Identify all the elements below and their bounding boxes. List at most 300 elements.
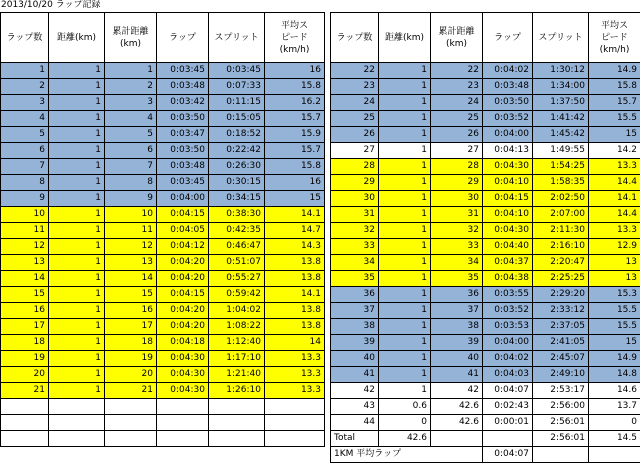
- table-cell: 1: [379, 287, 431, 303]
- table-row: [331, 63, 640, 79]
- table-cell: 0:04:20: [157, 319, 209, 335]
- table-cell: 2:07:00: [533, 207, 589, 223]
- table-cell: 9: [105, 191, 157, 207]
- table-row: [331, 191, 640, 207]
- table-cell: 15: [589, 127, 640, 143]
- table-cell: 1:08:22: [209, 319, 265, 335]
- table-cell: 42.6: [379, 431, 431, 447]
- table-cell: 39: [331, 335, 379, 351]
- table-cell: 1:12:40: [209, 335, 265, 351]
- table-row: [331, 79, 640, 95]
- table-row: [331, 303, 640, 319]
- column-header: ラップ: [483, 13, 533, 63]
- table-cell: 41: [331, 367, 379, 383]
- table-row: [1, 303, 325, 319]
- table-cell: 16: [1, 303, 49, 319]
- table-cell: 11: [1, 223, 49, 239]
- table-cell: 22: [431, 63, 483, 79]
- table-cell: 1: [379, 111, 431, 127]
- table-row: [1, 367, 325, 383]
- table-cell: 0:03:52: [483, 303, 533, 319]
- table-cell: 27: [431, 143, 483, 159]
- table-cell: 43: [331, 399, 379, 415]
- table-row: [1, 239, 325, 255]
- table-cell: 13.3: [589, 159, 640, 175]
- table-cell: 0:04:15: [157, 207, 209, 223]
- table-cell: 0:38:30: [209, 207, 265, 223]
- table-cell: 16: [265, 175, 325, 191]
- table-cell: 15: [1, 287, 49, 303]
- table-cell: 13.3: [589, 223, 640, 239]
- table-cell: 1: [49, 351, 105, 367]
- table-row: [331, 447, 640, 463]
- table-cell: [49, 399, 105, 415]
- table-cell: 19: [1, 351, 49, 367]
- table-cell: 2:33:12: [533, 303, 589, 319]
- table-cell: 2:53:17: [533, 383, 589, 399]
- table-cell: 0:04:30: [483, 159, 533, 175]
- table-cell: 14: [105, 271, 157, 287]
- table-cell: 42.6: [431, 415, 483, 431]
- table-cell: 14.4: [589, 175, 640, 191]
- table-cell: 1: [49, 159, 105, 175]
- table-cell: 0:04:20: [157, 303, 209, 319]
- table-cell: 25: [331, 111, 379, 127]
- table-cell: 33: [431, 239, 483, 255]
- table-cell: [1, 415, 49, 431]
- table-cell: 1:58:35: [533, 175, 589, 191]
- table-cell: 42: [331, 383, 379, 399]
- table-cell: [49, 415, 105, 431]
- table-cell: 28: [331, 159, 379, 175]
- table-cell: 8: [105, 175, 157, 191]
- table-row: [1, 95, 325, 111]
- table-cell: 15: [589, 335, 640, 351]
- table-cell: 15.7: [265, 143, 325, 159]
- table-cell: 5: [105, 127, 157, 143]
- table-cell: 30: [431, 191, 483, 207]
- lap-table-right: [330, 12, 640, 463]
- table-row: [1, 63, 325, 79]
- table-cell: 0:04:07: [483, 383, 533, 399]
- table-cell: 16: [265, 63, 325, 79]
- table-cell: 39: [431, 335, 483, 351]
- table-cell: 1: [379, 271, 431, 287]
- table-cell: 1: [49, 127, 105, 143]
- table-cell: 1:41:42: [533, 111, 589, 127]
- table-cell: 14.2: [589, 143, 640, 159]
- table-cell: 0:04:15: [483, 191, 533, 207]
- table-cell: 0:59:42: [209, 287, 265, 303]
- table-cell: 14.6: [589, 383, 640, 399]
- table-cell: 14.9: [589, 63, 640, 79]
- table-cell: 22: [331, 63, 379, 79]
- table-cell: 0:03:45: [209, 63, 265, 79]
- table-cell: [589, 447, 640, 463]
- table-cell: 15.5: [589, 111, 640, 127]
- table-cell: 1: [49, 255, 105, 271]
- table-cell: 37: [431, 303, 483, 319]
- table-cell: 1: [49, 271, 105, 287]
- column-header: 平均ス ピード (km/h): [589, 13, 640, 63]
- table-row: [1, 223, 325, 239]
- table-cell: 2:02:50: [533, 191, 589, 207]
- table-cell: 19: [105, 351, 157, 367]
- table-cell: [209, 415, 265, 431]
- table-cell: 2:45:07: [533, 351, 589, 367]
- table-cell: 0:03:48: [157, 79, 209, 95]
- table-cell: 44: [331, 415, 379, 431]
- table-cell: 0:04:20: [157, 255, 209, 271]
- table-cell: 2:49:10: [533, 367, 589, 383]
- table-cell: 1: [379, 191, 431, 207]
- table-cell: 36: [431, 287, 483, 303]
- table-row: [1, 207, 325, 223]
- table-cell: 1: [379, 367, 431, 383]
- table-cell: 3: [1, 95, 49, 111]
- table-cell: 4: [1, 111, 49, 127]
- column-header: 平均ス ピード (km/h): [265, 13, 325, 63]
- table-cell: 13: [105, 255, 157, 271]
- table-cell: 1: [1, 63, 49, 79]
- table-cell: 1: [379, 127, 431, 143]
- table-row: [331, 207, 640, 223]
- table-cell: 14.1: [265, 207, 325, 223]
- header-row: [1, 13, 325, 63]
- table-cell: 37: [331, 303, 379, 319]
- table-row: [331, 143, 640, 159]
- table-cell: 0:46:47: [209, 239, 265, 255]
- table-cell: 28: [431, 159, 483, 175]
- table-row: [331, 287, 640, 303]
- table-cell: 0:04:40: [483, 239, 533, 255]
- table-cell: 18: [1, 335, 49, 351]
- table-cell: 14.3: [265, 239, 325, 255]
- table-cell: 1: [49, 175, 105, 191]
- table-row: [1, 255, 325, 271]
- table-cell: 1: [49, 239, 105, 255]
- table-cell: 0:02:43: [483, 399, 533, 415]
- table-cell: 13.3: [265, 367, 325, 383]
- table-row: [331, 415, 640, 431]
- table-cell: 20: [105, 367, 157, 383]
- table-cell: 16: [105, 303, 157, 319]
- table-cell: 0:07:33: [209, 79, 265, 95]
- table-cell: [265, 399, 325, 415]
- table-cell: 13.3: [265, 383, 325, 399]
- table-cell: 1: [49, 367, 105, 383]
- table-row: [331, 383, 640, 399]
- table-cell: 0:51:07: [209, 255, 265, 271]
- table-cell: 0:03:42: [157, 95, 209, 111]
- table-cell: 0:04:15: [157, 287, 209, 303]
- column-header: 距離(km): [49, 13, 105, 63]
- table-row: [331, 399, 640, 415]
- table-cell: 14.7: [265, 223, 325, 239]
- table-cell: 15: [265, 191, 325, 207]
- table-cell: 8: [1, 175, 49, 191]
- table-cell: [157, 399, 209, 415]
- table-cell: 1:34:00: [533, 79, 589, 95]
- table-cell: 1: [379, 63, 431, 79]
- table-row: [1, 383, 325, 399]
- table-row: [331, 271, 640, 287]
- table-cell: 1: [49, 319, 105, 335]
- table-cell: 10: [105, 207, 157, 223]
- table-cell: 15.3: [589, 287, 640, 303]
- table-cell: 15.9: [265, 127, 325, 143]
- table-cell: 14.1: [265, 287, 325, 303]
- table-row: [1, 79, 325, 95]
- table-cell: 0: [589, 415, 640, 431]
- table-cell: 14.5: [589, 431, 640, 447]
- table-cell: 18: [105, 335, 157, 351]
- table-cell: 36: [331, 287, 379, 303]
- table-cell: 0.6: [379, 399, 431, 415]
- table-cell: 7: [1, 159, 49, 175]
- table-cell: 35: [431, 271, 483, 287]
- table-cell: 5: [1, 127, 49, 143]
- table-row: [331, 319, 640, 335]
- table-cell: 0:00:01: [483, 415, 533, 431]
- table-cell: 38: [431, 319, 483, 335]
- table-cell: 1:26:10: [209, 383, 265, 399]
- table-cell: 26: [331, 127, 379, 143]
- table-cell: 0:04:05: [157, 223, 209, 239]
- table-cell: Total: [331, 431, 379, 447]
- table-cell: 40: [431, 351, 483, 367]
- table-cell: 0:04:00: [157, 191, 209, 207]
- table-cell: 0:04:10: [483, 207, 533, 223]
- table-row: [331, 223, 640, 239]
- table-cell: 17: [105, 319, 157, 335]
- table-cell: 1: [379, 239, 431, 255]
- left-table-body: [1, 63, 325, 447]
- table-cell: [209, 399, 265, 415]
- table-cell: 0:04:02: [483, 63, 533, 79]
- table-cell: 1: [49, 335, 105, 351]
- table-cell: 0:15:05: [209, 111, 265, 127]
- table-cell: 6: [1, 143, 49, 159]
- table-cell: 29: [331, 175, 379, 191]
- table-cell: 4: [105, 111, 157, 127]
- table-cell: 1: [49, 223, 105, 239]
- table-cell: 13.8: [265, 255, 325, 271]
- table-cell: 1: [379, 255, 431, 271]
- table-cell: 1:30:12: [533, 63, 589, 79]
- table-cell: 26: [431, 127, 483, 143]
- table-cell: 1:49:55: [533, 143, 589, 159]
- table-cell: 0:04:13: [483, 143, 533, 159]
- table-cell: 1: [49, 207, 105, 223]
- table-cell: 13.8: [265, 303, 325, 319]
- table-cell: 23: [331, 79, 379, 95]
- table-cell: 0:04:30: [157, 383, 209, 399]
- table-cell: 23: [431, 79, 483, 95]
- table-cell: 11: [105, 223, 157, 239]
- table-cell: 1: [379, 303, 431, 319]
- table-cell: 21: [105, 383, 157, 399]
- table-cell: 13: [589, 255, 640, 271]
- lap-table-left: [0, 12, 325, 447]
- table-cell: 12: [105, 239, 157, 255]
- table-cell: 1: [105, 63, 157, 79]
- table-row: [1, 271, 325, 287]
- table-cell: 0:03:48: [483, 79, 533, 95]
- table-cell: 17: [1, 319, 49, 335]
- table-cell: 0:04:38: [483, 271, 533, 287]
- table-cell: 0:22:42: [209, 143, 265, 159]
- table-cell: 0:03:52: [483, 111, 533, 127]
- table-cell: 0:42:35: [209, 223, 265, 239]
- table-row: [1, 415, 325, 431]
- column-header: 距離(km): [379, 13, 431, 63]
- table-row: [1, 143, 325, 159]
- table-cell: 0:03:45: [157, 175, 209, 191]
- table-cell: 32: [331, 223, 379, 239]
- table-row: [1, 127, 325, 143]
- table-cell: 30: [331, 191, 379, 207]
- table-cell: 0:04:10: [483, 175, 533, 191]
- table-cell: 2:25:25: [533, 271, 589, 287]
- table-cell: [533, 447, 589, 463]
- table-cell: 1: [49, 191, 105, 207]
- table-cell: 14: [265, 335, 325, 351]
- table-cell: 2:56:01: [533, 431, 589, 447]
- table-cell: 7: [105, 159, 157, 175]
- table-cell: 2:37:05: [533, 319, 589, 335]
- column-header: ラップ: [157, 13, 209, 63]
- table-cell: 32: [431, 223, 483, 239]
- table-cell: 0:03:48: [157, 159, 209, 175]
- table-cell: 14.9: [589, 351, 640, 367]
- table-cell: 25: [431, 111, 483, 127]
- table-cell: 14.4: [589, 207, 640, 223]
- table-cell: 15.5: [589, 319, 640, 335]
- table-cell: 0:04:30: [483, 223, 533, 239]
- table-cell: 13.8: [265, 319, 325, 335]
- table-cell: 9: [1, 191, 49, 207]
- table-cell: 0:04:03: [483, 367, 533, 383]
- table-cell: 0:04:30: [157, 367, 209, 383]
- table-cell: [157, 415, 209, 431]
- table-cell: 13: [589, 271, 640, 287]
- table-cell: 15.8: [265, 79, 325, 95]
- table-cell: 2:56:00: [533, 399, 589, 415]
- table-cell: 0:03:50: [157, 111, 209, 127]
- table-cell: 15.7: [265, 111, 325, 127]
- table-row: [331, 239, 640, 255]
- table-row: [331, 175, 640, 191]
- table-row: [1, 191, 325, 207]
- table-cell: 15.8: [589, 79, 640, 95]
- table-cell: 13.8: [265, 271, 325, 287]
- table-row: [1, 351, 325, 367]
- table-cell: 13.7: [589, 399, 640, 415]
- table-cell: 15: [105, 287, 157, 303]
- table-row: [1, 159, 325, 175]
- table-cell: 1:54:25: [533, 159, 589, 175]
- table-cell: 38: [331, 319, 379, 335]
- table-cell: 1:45:42: [533, 127, 589, 143]
- table-cell: 0:04:18: [157, 335, 209, 351]
- table-cell: 1: [49, 111, 105, 127]
- table-cell: 42: [431, 383, 483, 399]
- table-cell: 1:37:50: [533, 95, 589, 111]
- table-cell: [1, 399, 49, 415]
- table-cell: 1: [379, 175, 431, 191]
- table-row: [331, 111, 640, 127]
- table-cell: 2:41:05: [533, 335, 589, 351]
- table-cell: 3: [105, 95, 157, 111]
- table-row: [331, 127, 640, 143]
- table-cell: 34: [331, 255, 379, 271]
- table-cell: [265, 415, 325, 431]
- table-cell: 2:29:20: [533, 287, 589, 303]
- table-row: [331, 335, 640, 351]
- column-header: スプリット: [209, 13, 265, 63]
- sheet-title: 2013/10/20 ラップ記録: [1, 0, 101, 11]
- table-cell: 12.9: [589, 239, 640, 255]
- table-cell: 14.1: [589, 191, 640, 207]
- table-cell: 41: [431, 367, 483, 383]
- table-cell: 0:04:00: [483, 335, 533, 351]
- column-header: ラップ数: [331, 13, 379, 63]
- table-cell: 1: [49, 383, 105, 399]
- table-cell: 15.7: [589, 95, 640, 111]
- table-cell: 0:04:12: [157, 239, 209, 255]
- table-cell: 1: [49, 95, 105, 111]
- table-cell: 0:26:30: [209, 159, 265, 175]
- table-cell: 29: [431, 175, 483, 191]
- table-row: [1, 287, 325, 303]
- table-cell: 0:04:02: [483, 351, 533, 367]
- table-cell: 0:55:27: [209, 271, 265, 287]
- table-cell: 1: [379, 223, 431, 239]
- table-cell: 1: [379, 79, 431, 95]
- table-cell: 2: [1, 79, 49, 95]
- table-row: [1, 319, 325, 335]
- table-cell: 0:11:15: [209, 95, 265, 111]
- table-cell: 33: [331, 239, 379, 255]
- table-cell: 24: [331, 95, 379, 111]
- table-cell: 1: [49, 287, 105, 303]
- table-cell: 13.3: [265, 351, 325, 367]
- table-cell: 42.6: [431, 399, 483, 415]
- table-cell: 0:30:15: [209, 175, 265, 191]
- table-cell: 24: [431, 95, 483, 111]
- table-cell: 1: [379, 383, 431, 399]
- table-cell: 0: [379, 415, 431, 431]
- table-cell: 0:03:45: [157, 63, 209, 79]
- table-cell: 21: [1, 383, 49, 399]
- table-row: [331, 367, 640, 383]
- table-cell: 1KM 平均ラップ: [331, 447, 483, 463]
- table-cell: 1:21:40: [209, 367, 265, 383]
- table-cell: 2:16:10: [533, 239, 589, 255]
- table-cell: [105, 415, 157, 431]
- table-cell: 1: [49, 143, 105, 159]
- table-row: [331, 351, 640, 367]
- table-cell: 12: [1, 239, 49, 255]
- column-header: 累計距離 (km): [431, 13, 483, 63]
- table-cell: 16.2: [265, 95, 325, 111]
- table-cell: 0:04:00: [483, 127, 533, 143]
- table-cell: 1: [49, 63, 105, 79]
- table-cell: 0:18:52: [209, 127, 265, 143]
- table-cell: 0:03:53: [483, 319, 533, 335]
- table-row: [1, 399, 325, 415]
